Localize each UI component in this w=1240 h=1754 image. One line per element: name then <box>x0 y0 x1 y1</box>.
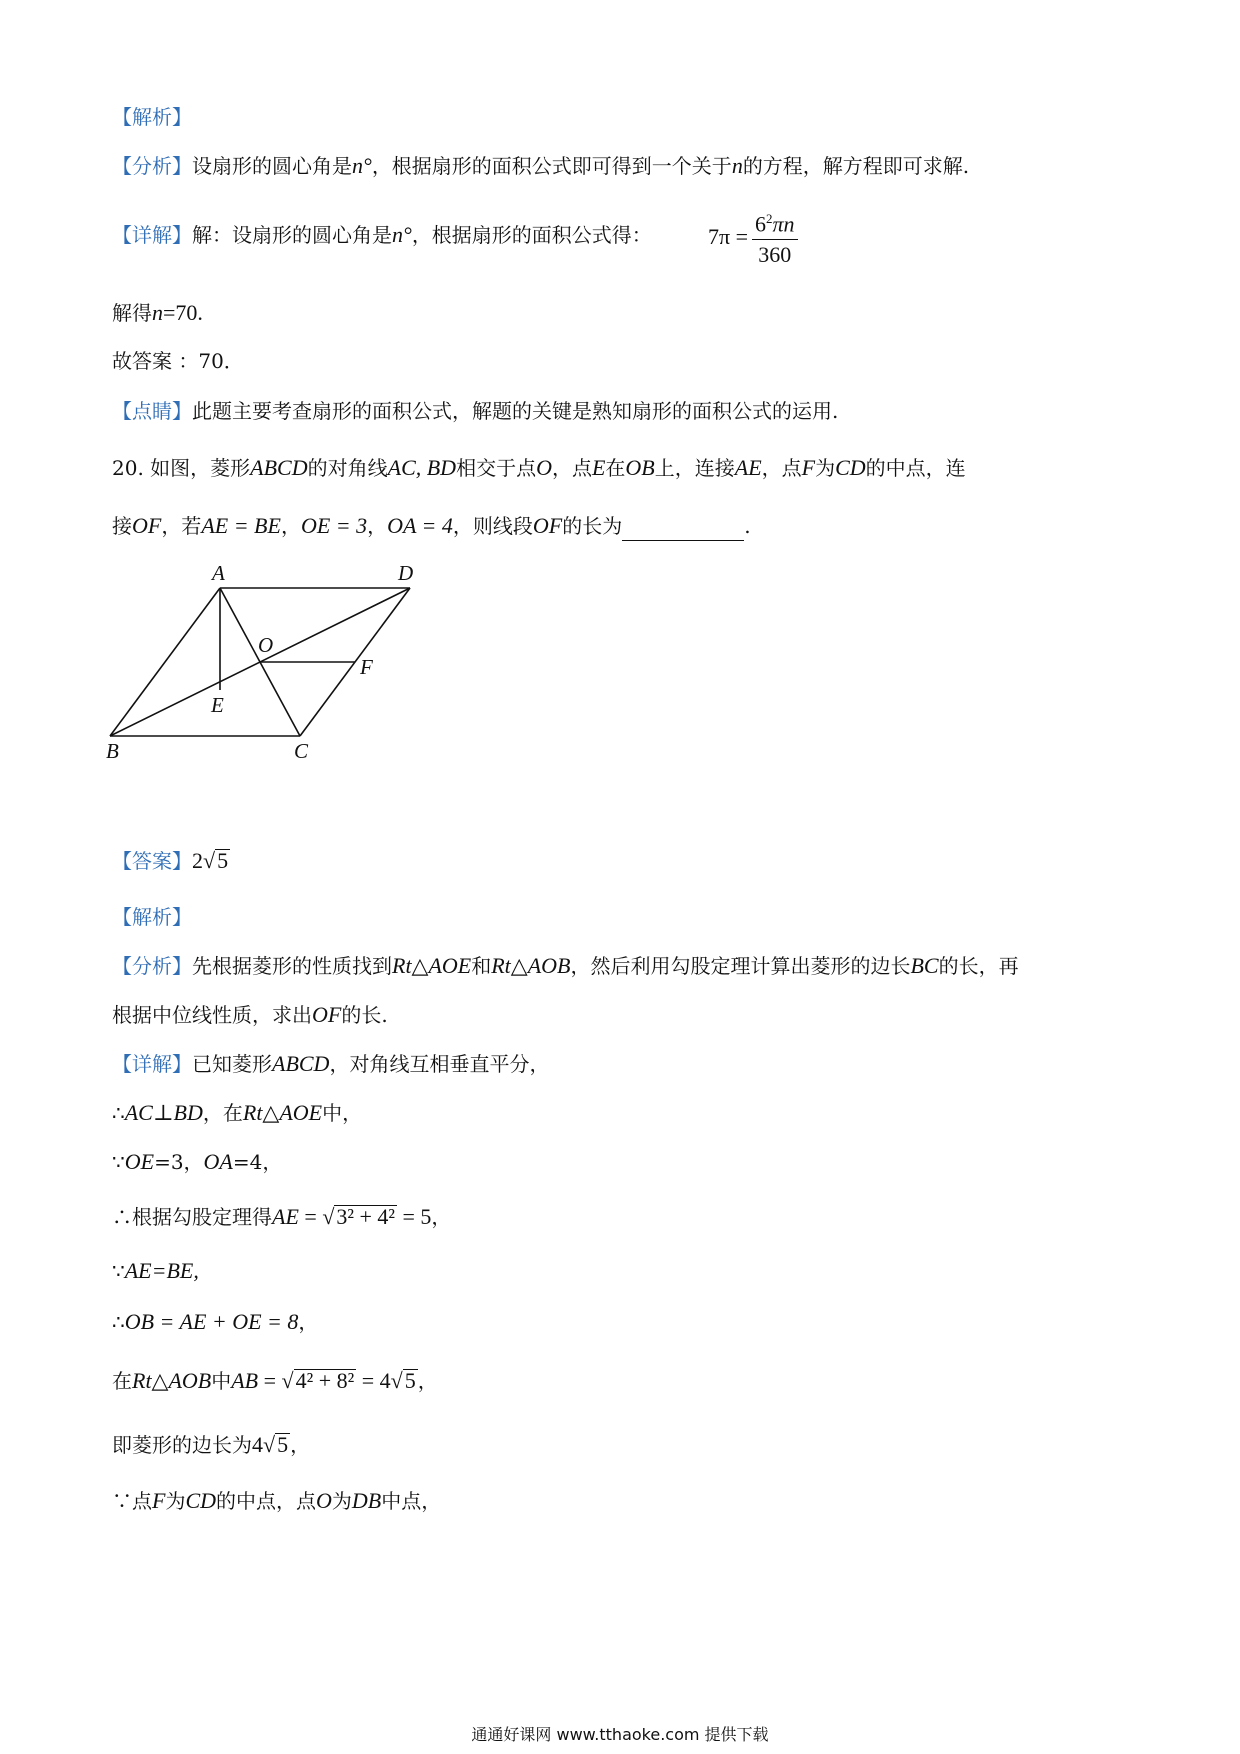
label-d: D <box>398 561 414 585</box>
q20-analysis-line2: 根据中位线性质，求出OF的长. <box>112 1002 388 1027</box>
q20-detail-line1: 【详解】已知菱形ABCD，对角线互相垂直平分， <box>112 1051 550 1076</box>
q19-detail: 【详解】解：设扇形的圆心角是n°，根据扇形的面积公式得： <box>112 222 652 247</box>
label-o: O <box>258 633 274 657</box>
q20-detail-line6: ∴OB = AE + OE = 8， <box>112 1309 319 1334</box>
q20-detail-line2: ∴AC⊥BD，在Rt△AOE中， <box>112 1100 363 1125</box>
rhombus-figure <box>106 560 428 763</box>
q20-detail-line9: ∵点F为CD的中点，点O为DB中点， <box>112 1488 442 1513</box>
label-a: A <box>212 561 225 585</box>
label-e: E <box>211 693 224 717</box>
q19-analysis: 【分析】设扇形的圆心角是n°，根据扇形的面积公式即可得到一个关于n的方程，解方程即可求解. <box>112 153 970 178</box>
page-footer: 通通好课网 www.tthaoke.com 提供下载 <box>471 1725 769 1744</box>
answer-blank <box>622 520 744 541</box>
analysis-heading: 【解析】 <box>112 105 192 129</box>
q19-equation: 7π = $\frac{6^2\pi n}{360}$ <box>708 206 798 268</box>
xiangjie-tag: 【详解】 <box>112 223 192 247</box>
fenxi-tag-2: 【分析】 <box>112 954 192 978</box>
q19-answer-line: 故答案 ：70． <box>112 349 244 373</box>
q20-stem-line1: 20. 如图，菱形ABCD的对角线AC, BD相交于点O，点E在OB上，连接AE，点F为CD的中点，连 <box>112 455 966 480</box>
q20-stem-line2: 接OF，若AE = BE，OE = 3，OA = 4，则线段OF的长为 . <box>112 511 751 541</box>
q19-dianjing: 【点睛】此题主要考查扇形的面积公式，解题的关键是熟知扇形的面积公式的运用. <box>112 399 839 423</box>
q20-detail-line4: ∴根据勾股定理得AE = √3² + 4² = 5， <box>112 1204 452 1229</box>
q20-detail-line3: ∵OE=3，OA=4， <box>112 1149 283 1174</box>
side-ba <box>110 588 220 736</box>
xiangjie-tag-2: 【详解】 <box>112 1052 192 1076</box>
analysis-heading-2: 【解析】 <box>112 905 192 929</box>
answer-tag: 【答案】 <box>112 849 192 873</box>
fraction: $\frac{6^2\pi n}{360}$ <box>752 206 798 268</box>
label-b: B <box>106 739 119 763</box>
dianjing-tag: 【点睛】 <box>112 399 192 423</box>
label-f: F <box>360 655 373 679</box>
q20-detail-line8: 即菱形的边长为4√5 ， <box>112 1432 311 1457</box>
q20-analysis-line1: 【分析】先根据菱形的性质找到Rt△AOE和Rt△AOB，然后利用勾股定理计算出菱形的边长BC的长，再 <box>112 953 1019 978</box>
label-c: C <box>294 739 309 763</box>
q20-answer: 【答案】2√5 <box>112 848 229 873</box>
q19-solve: 解得n=70. <box>112 300 203 325</box>
fenxi-tag: 【分析】 <box>112 154 192 178</box>
q20-detail-line5: ∵AE=BE, <box>112 1258 199 1283</box>
q20-detail-line7: 在Rt△AOB中AB = √4² + 8² = 4√5 ， <box>112 1368 438 1393</box>
